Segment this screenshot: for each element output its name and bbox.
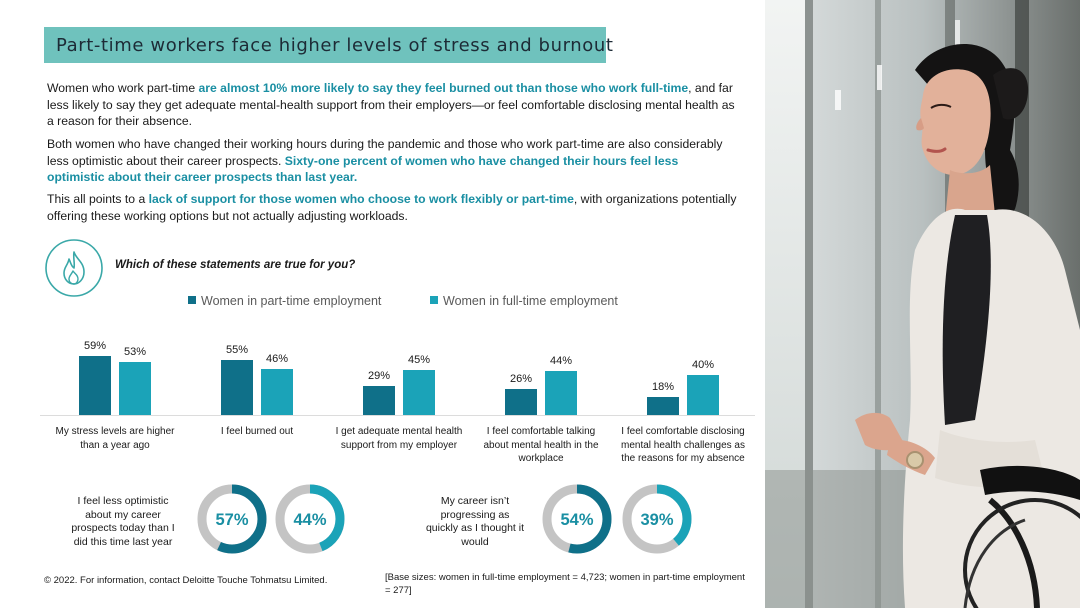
legend-swatch bbox=[430, 296, 438, 304]
category-label: I feel comfortable disclosing mental health challenges as the reasons for my absence bbox=[621, 426, 745, 464]
woman-photo bbox=[765, 0, 1080, 608]
donut-label-progress: My career isn’t progressing as quickly as I thought it would bbox=[425, 495, 525, 548]
donut-value: 54% bbox=[560, 511, 594, 529]
intro-paragraph bbox=[47, 80, 737, 130]
support-paragraph bbox=[47, 191, 737, 224]
highlight-text: are almost 10% more likely to say they feel burned out than those who work full-time bbox=[198, 81, 689, 95]
bar-value-label: 29% bbox=[367, 370, 391, 382]
body-text: Women who work part-time bbox=[47, 81, 199, 95]
bar-value-label: 44% bbox=[549, 355, 573, 367]
legend-swatch bbox=[188, 296, 196, 304]
bar-full-time bbox=[403, 370, 435, 415]
legend-label: Women in full-time employment bbox=[443, 294, 618, 308]
bar-value-label: 46% bbox=[265, 353, 289, 365]
bar-full-time bbox=[119, 362, 151, 415]
bar-value-label: 45% bbox=[407, 354, 431, 366]
bar-value-label: 40% bbox=[691, 359, 715, 371]
survey-question: Which of these statements are true for you? bbox=[115, 259, 356, 271]
donut-optimism-part-time bbox=[196, 483, 268, 555]
bar-chart bbox=[40, 310, 760, 420]
bar-value-label: 55% bbox=[225, 344, 249, 356]
category-label: My stress levels are higher than a year ago bbox=[55, 426, 175, 451]
title-banner bbox=[44, 27, 614, 63]
base-sizes-note: [Base sizes: women in full-time employment = 4,723; women in part-time employment = 277] bbox=[385, 572, 745, 596]
donut-optimism-full-time bbox=[274, 483, 346, 555]
bar-value-label: 26% bbox=[509, 373, 533, 385]
bar-value-label: 53% bbox=[123, 346, 147, 358]
bar-part-time bbox=[505, 389, 537, 415]
category-label: I get adequate mental health support from my employer bbox=[335, 426, 463, 451]
page-title: Part-time workers face higher levels of stress and burnout bbox=[56, 35, 614, 56]
body-text: , and far less likely to say they get adequate mental-health support from their employers—or feel comfortable disclosing mental health as a reason for their absence. bbox=[47, 81, 735, 128]
donut-value: 39% bbox=[640, 511, 674, 529]
donut-progress-full-time bbox=[621, 483, 693, 555]
legend-label: Women in part-time employment bbox=[201, 294, 382, 308]
bar-full-time bbox=[545, 371, 577, 415]
highlight-text: Sixty-one percent of women who have changed their hours feel less optimistic about their career prospects than last year. bbox=[47, 153, 679, 184]
donut-label-optimism: I feel less optimistic about my career prospects today than I did this time last year bbox=[71, 495, 175, 548]
category-label: I feel comfortable talking about mental health in the workplace bbox=[483, 426, 599, 464]
body-text: Both women who have changed their working hours during the pandemic and those who work part-time are also considerably less optimistic about their career prospects. bbox=[47, 137, 723, 168]
copyright-note: © 2022. For information, contact Deloitte Touche Tohmatsu Limited. bbox=[44, 575, 328, 586]
legend-item-full-time bbox=[430, 294, 618, 308]
bar-value-label: 59% bbox=[83, 340, 107, 352]
bar-full-time bbox=[687, 375, 719, 415]
bar-part-time bbox=[647, 397, 679, 415]
donut-value: 44% bbox=[293, 511, 327, 529]
category-label: I feel burned out bbox=[220, 426, 294, 437]
donut-progress-part-time bbox=[541, 483, 613, 555]
bar-part-time bbox=[221, 360, 253, 415]
body-text: This all points to a bbox=[47, 192, 149, 206]
legend-item-part-time bbox=[188, 294, 381, 308]
body-text: , with organizations potentially offering these working options but not actually adjusting workloads. bbox=[47, 192, 737, 223]
flame-icon bbox=[44, 238, 104, 298]
bar-part-time bbox=[79, 356, 111, 415]
career-paragraph bbox=[47, 136, 737, 186]
bar-value-label: 18% bbox=[651, 381, 675, 393]
highlight-text: lack of support for those women who choose to work flexibly or part-time bbox=[148, 192, 574, 206]
donut-value: 57% bbox=[215, 511, 249, 529]
bar-part-time bbox=[363, 386, 395, 415]
bar-full-time bbox=[261, 369, 293, 415]
